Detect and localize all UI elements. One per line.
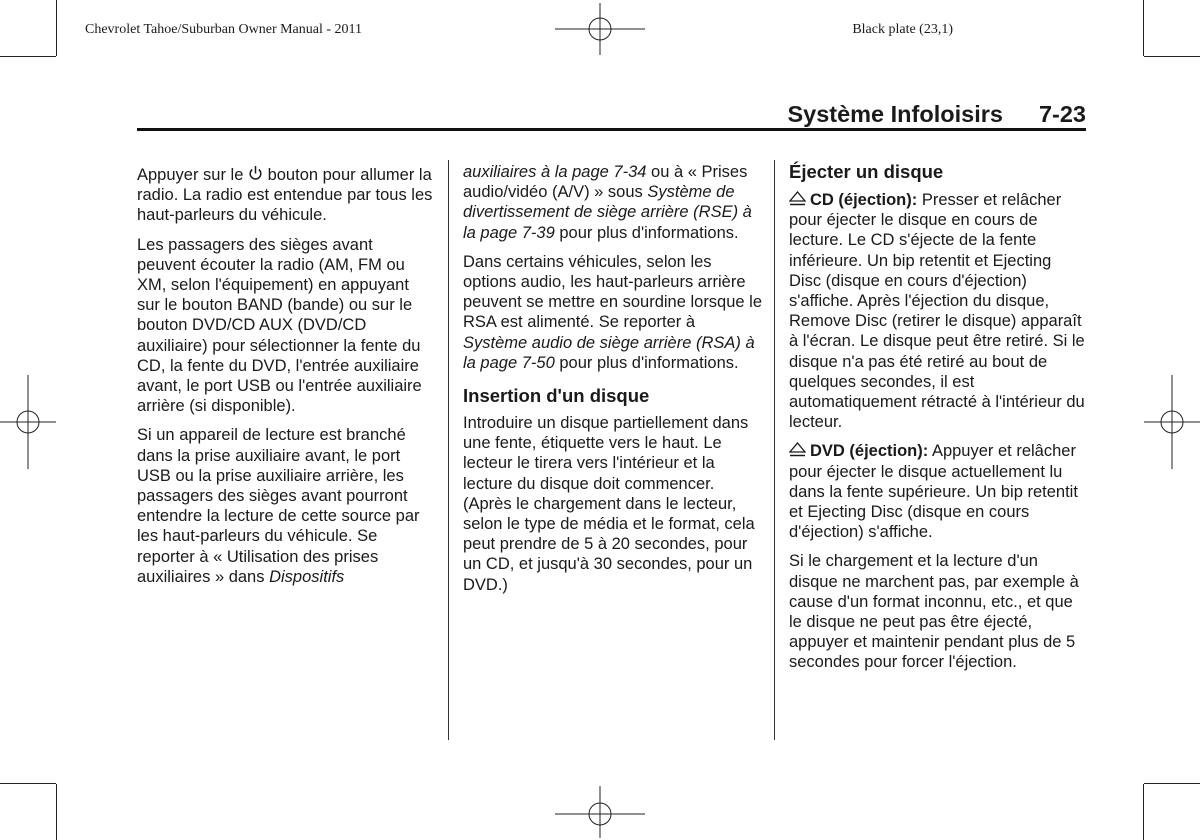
crop-mark [1143,784,1144,840]
crop-mark [1143,0,1144,56]
cross-reference: auxiliaires à la page 7-34 [463,163,647,181]
running-header-left: Chevrolet Tahoe/Suburban Owner Manual - 2011 [85,22,363,37]
power-icon [248,165,263,181]
page-number: 7-23 [1038,101,1086,127]
section-title-text: Système Infoloisirs [787,101,1003,127]
paragraph: Dans certains véhicules, selon les options audio, les haut-parleurs arrière peuvent se mettre en sourdine lorsque le RSA est alimenté. Se reporter à Système audio de siège arrière (RSA) à la page 7-50 pour plus d'informations. [463,252,763,372]
registration-mark-bottom [555,786,645,838]
registration-mark-right [1144,375,1200,469]
column-divider [448,160,449,740]
crop-mark [1144,783,1200,784]
crop-mark [0,783,56,784]
crop-mark [0,56,56,57]
paragraph: Si le chargement et la lecture d'un disque ne marchent pas, par exemple à cause d'un format inconnu, etc., et que le disque ne peut pas être éjecté, appuyer et maintenir pendant plus de 5 secondes pour forcer l'éjection. [789,552,1079,672]
eject-icon [789,191,806,206]
cross-reference: Système audio de siège arrière (RSA) à la page 7-50 [463,333,755,372]
paragraph: DVD (éjection): Appuyer et relâcher pour éjecter le disque actuellement lu dans la fente supérieure. Un bip retentit et Ejecting Disc (disque en cours d'éjection) s'affiche. [789,442,1078,542]
paragraph: auxiliaires à la page 7-34 ou à « Prises audio/vidéo (A/V) » sous Système de divertissement de siège arrière (RSE) à la page 7-39 pour plus d'informations. [463,163,752,242]
paragraph: Introduire un disque partiellement dans une fente, étiquette vers le haut. Le lecteur le tirera vers l'intérieur et la lecture du disque doit commencer. (Après le chargement dans le lecteur, selon le type de média et le format, cela peut prendre de 5 à 20 secondes, pour un CD, et jusqu'à 30 secondes, pour un DVD.) [463,414,755,594]
section-title [787,101,1086,128]
dvd-eject-label: DVD (éjection): [810,442,929,461]
registration-mark-left [0,375,56,469]
running-header-right: Black plate (23,1) [852,22,953,37]
column-3 [789,161,1087,682]
paragraph: Appuyer sur le bouton pour allumer la radio. La radio est entendue par tous les haut-parleurs du véhicule. [137,166,433,225]
title-rule [137,128,1086,131]
paragraph: Les passagers des sièges avant peuvent écouter la radio (AM, FM ou XM, selon l'équipement) en appuyant sur le bouton BAND (bande) ou sur le bouton DVD/CD AUX (DVD/CD auxiliaire) pour sélectionner la fente du CD, la fente du DVD, l'entrée auxiliaire avant, le port USB ou l'entrée auxiliaire arrière (si disponible). [137,235,422,416]
crop-mark [56,784,57,840]
registration-mark-top [555,3,645,55]
crop-mark [1144,56,1200,57]
paragraph: Si un appareil de lecture est branché dans la prise auxiliaire avant, le port USB ou la prise auxiliaire arrière, les passagers des sièges avant pourront entendre la lecture de cette source par les haut-parleurs du véhicule. Se reporter à « Utilisation des prises auxiliaires » dans Dispositifs [137,426,420,586]
subheading: Éjecter un disque [789,161,944,182]
column-2 [463,162,763,604]
column-1 [137,165,433,596]
crop-mark [56,0,57,56]
paragraph: CD (éjection): Presser et relâcher pour éjecter le disque en cours de lecture. Le CD s'éjecte de la fente inférieure. Un bip retentit et Ejecting Disc (disque en cours d'éjection) s'affiche. Après l'éjection du disque, Remove Disc (retirer le disque) apparaît à l'écran. Le disque peut être retiré. Si le disque n'a pas été retiré au bout de quelques secondes, il est automatiquement rétracté à l'intérieur du lecteur. [789,191,1085,432]
cd-eject-label: CD (éjection): [810,191,918,209]
subheading: Insertion d'un disque [463,385,650,407]
column-divider [774,160,775,740]
eject-icon [789,442,806,457]
cross-reference: Dispositifs [269,567,345,586]
cross-reference: Système de divertissement de siège arrière (RSE) à la page 7-39 [463,183,752,242]
